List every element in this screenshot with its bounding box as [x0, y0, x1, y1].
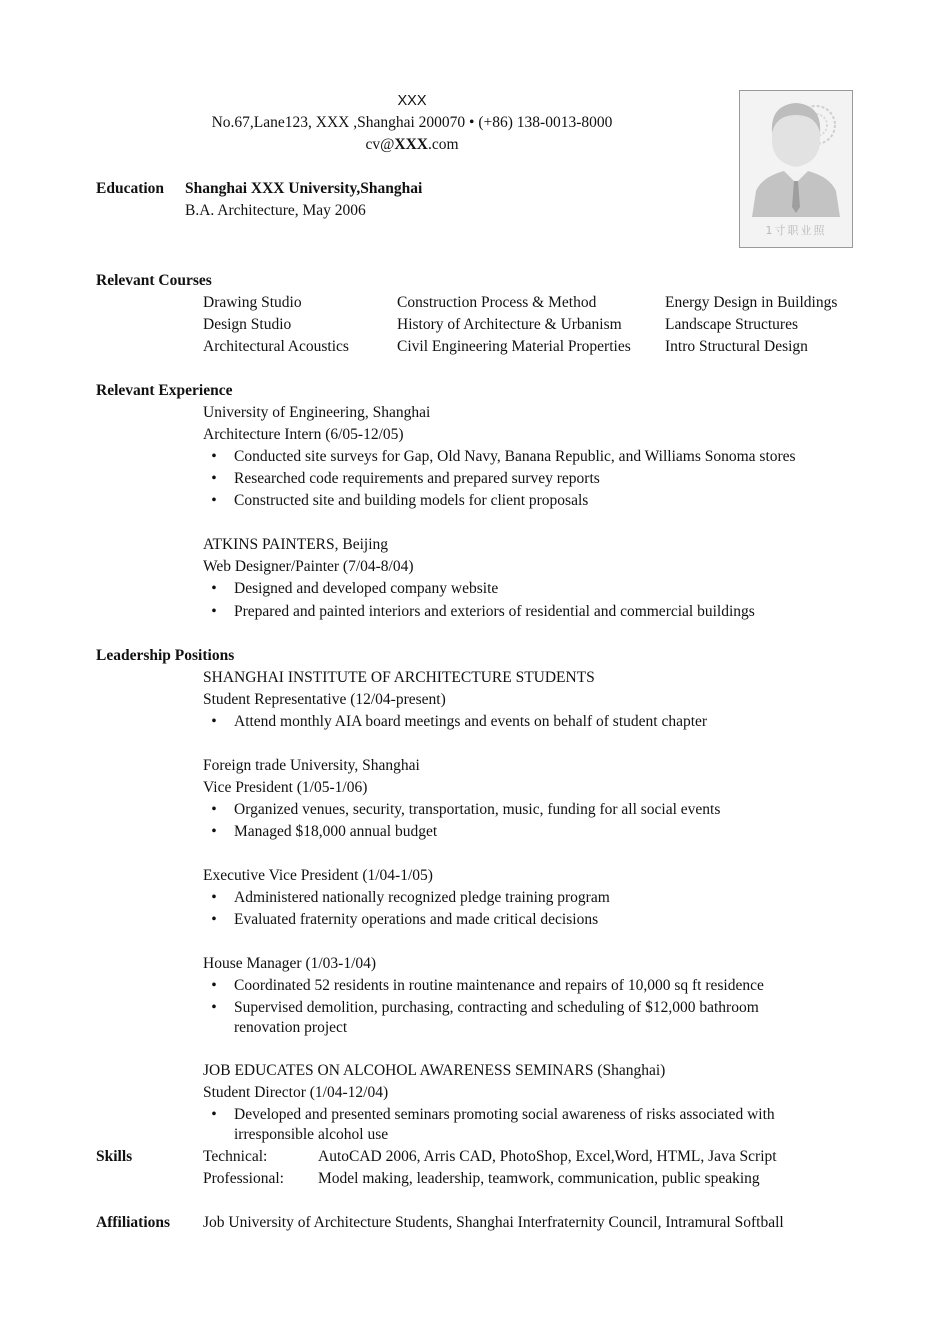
affiliations-heading: Affiliations [96, 1214, 171, 1231]
email-prefix: cv@ [365, 136, 395, 153]
course-item: Civil Engineering Material Properties [397, 338, 631, 355]
leadership-org: SHANGHAI INSTITUTE OF ARCHITECTURE STUDENTS [203, 669, 595, 686]
bullet-text: Administered nationally recognized pledge training program [234, 889, 610, 906]
bullet-text: Designed and developed company website [234, 580, 499, 597]
bullet-text: Coordinated 52 residents in routine maintenance and repairs of 10,000 sq ft residence [234, 977, 764, 994]
bullet-text: Conducted site surveys for Gap, Old Navy, Banana Republic, and Williams Sonoma stores [234, 448, 796, 465]
bullet-marker: • [211, 1106, 217, 1123]
course-item: Drawing Studio [203, 294, 302, 311]
bullet-text: Supervised demolition, purchasing, contracting and scheduling of $12,000 bathroom [234, 999, 759, 1016]
leadership-heading: Leadership Positions [96, 647, 235, 664]
bullet-text: Developed and presented seminars promoting social awareness of risks associated with [234, 1106, 775, 1123]
email-line [0, 135, 824, 155]
bullet-marker: • [211, 999, 217, 1016]
candidate-name: XXX [397, 93, 427, 109]
leadership-role: Vice President (1/05-1/06) [203, 779, 368, 796]
courses-heading: Relevant Courses [96, 272, 212, 289]
skills-technical-value: AutoCAD 2006, Arris CAD, PhotoShop, Excel,Word, HTML, Java Script [318, 1148, 777, 1165]
bullet-marker: • [211, 977, 217, 994]
job-org: University of Engineering, Shanghai [203, 404, 431, 421]
leadership-org: JOB EDUCATES ON ALCOHOL AWARENESS SEMINARS (Shanghai) [203, 1062, 666, 1079]
skills-professional-value: Model making, leadership, teamwork, communication, public speaking [318, 1170, 760, 1187]
education-heading: Education [96, 180, 165, 197]
course-item: History of Architecture & Urbanism [397, 316, 622, 333]
course-item: Landscape Structures [665, 316, 798, 333]
leadership-role: Student Representative (12/04-present) [203, 691, 446, 708]
photo-caption: 1寸职业照 [765, 224, 827, 237]
bullet-marker: • [211, 801, 217, 818]
bullet-text-continued: renovation project [234, 1019, 348, 1036]
email-domain: XXX [394, 136, 428, 153]
course-item: Construction Process & Method [397, 294, 597, 311]
job-role: Architecture Intern (6/05-12/05) [203, 426, 404, 443]
email-suffix: .com [427, 136, 459, 153]
leadership-role: Student Director (1/04-12/04) [203, 1084, 389, 1101]
bullet-marker: • [211, 580, 217, 597]
bullet-text: Attend monthly AIA board meetings and events on behalf of student chapter [234, 713, 708, 730]
education-degree: B.A. Architecture, May 2006 [185, 202, 366, 219]
bullet-text: Prepared and painted interiors and exteriors of residential and commercial buildings [234, 603, 755, 620]
bullet-marker: • [211, 492, 217, 509]
bullet-text: Managed $18,000 annual budget [234, 823, 438, 840]
bullet-marker: • [211, 470, 217, 487]
course-item: Architectural Acoustics [203, 338, 349, 355]
bullet-text: Organized venues, security, transportation, music, funding for all social events [234, 801, 721, 818]
leadership-role: House Manager (1/03-1/04) [203, 955, 377, 972]
bullet-text-continued: irresponsible alcohol use [234, 1126, 389, 1143]
profile-photo [739, 90, 853, 248]
leadership-org: Foreign trade University, Shanghai [203, 757, 420, 774]
bullet-text: Researched code requirements and prepared survey reports [234, 470, 600, 487]
bullet-marker: • [211, 911, 217, 928]
bullet-marker: • [211, 448, 217, 465]
bullet-text: Constructed site and building models for client proposals [234, 492, 589, 509]
skills-heading: Skills [96, 1148, 133, 1165]
job-org: ATKINS PAINTERS, Beijing [203, 536, 389, 553]
bullet-marker: • [211, 889, 217, 906]
course-item: Intro Structural Design [665, 338, 808, 355]
affiliations-value: Job University of Architecture Students, Shanghai Interfraternity Council, Intramural Softball [203, 1214, 784, 1231]
leadership-role: Executive Vice President (1/04-1/05) [203, 867, 433, 884]
course-item: Energy Design in Buildings [665, 294, 838, 311]
bullet-marker: • [211, 713, 217, 730]
skills-technical-label: Technical: [203, 1148, 268, 1165]
skills-professional-label: Professional: [203, 1170, 284, 1187]
course-item: Design Studio [203, 316, 292, 333]
job-role: Web Designer/Painter (7/04-8/04) [203, 558, 414, 575]
bullet-marker: • [211, 823, 217, 840]
bullet-marker: • [211, 603, 217, 620]
experience-heading: Relevant Experience [96, 382, 233, 399]
contact-line: No.67,Lane123, XXX ,Shanghai 200070 • (+86) 138-0013-8000 [211, 114, 613, 131]
education-school: Shanghai XXX University,Shanghai [185, 180, 423, 197]
bullet-text: Evaluated fraternity operations and made critical decisions [234, 911, 599, 928]
